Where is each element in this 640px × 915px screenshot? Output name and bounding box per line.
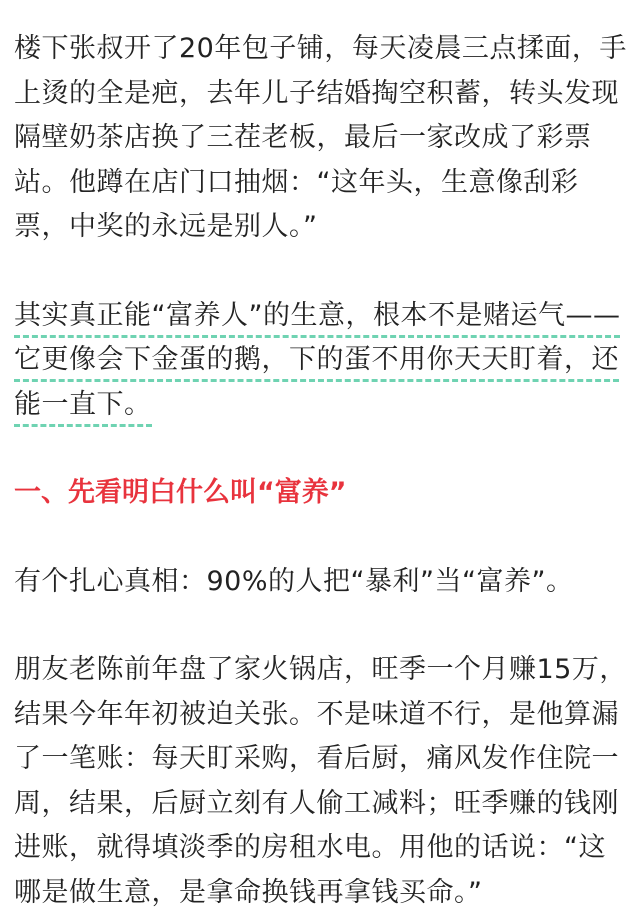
text-line: 周，结果，后厨立刻有人偷工减料；旺季赚的钱刚 xyxy=(14,782,628,827)
paragraph-spacer xyxy=(14,250,628,294)
paragraph-spacer xyxy=(14,604,628,648)
text-line: 哪是做生意，是拿命换钱再拿钱买命。” xyxy=(14,871,628,915)
article-body xyxy=(14,27,628,915)
paragraph-golden-goose xyxy=(14,294,628,428)
text-line-underlined xyxy=(14,294,628,339)
text-line: 上烫的全是疤，去年儿子结婚掏空积蓄，转头发现 xyxy=(14,72,628,117)
paragraph-zhang-shu-story xyxy=(14,27,628,250)
paragraph-spacer xyxy=(14,516,628,560)
dashed-underline: 它更像会下金蛋的鹅，下的蛋不用你天天盯着，还 xyxy=(14,341,619,382)
text-line: 票，中奖的永远是别人。” xyxy=(14,205,628,250)
paragraph-spacer xyxy=(14,427,628,471)
text-line: 进账，就得填淡季的房租水电。用他的话说：“这 xyxy=(14,826,628,871)
paragraph-truth xyxy=(14,560,628,605)
text-line: 有个扎心真相：90%的人把“暴利”当“富养”。 xyxy=(14,560,628,605)
text-line: 结果今年年初被迫关张。不是味道不行，是他算漏 xyxy=(14,693,628,738)
text-line: 了一笔账：每天盯采购，看后厨，痛风发作住院一 xyxy=(14,737,628,782)
dashed-underline: 能一直下。 xyxy=(14,386,152,427)
text-line: 朋友老陈前年盘了家火锅店，旺季一个月赚15万， xyxy=(14,648,628,693)
text-line-underlined xyxy=(14,338,628,383)
dashed-underline: 其实真正能“富养人”的生意，根本不是赌运气—— xyxy=(14,297,620,338)
text-line: 站。他蹲在店门口抽烟：“这年头，生意像刮彩 xyxy=(14,161,628,206)
text-line-underlined xyxy=(14,383,628,428)
text-line: 隔壁奶茶店换了三茬老板，最后一家改成了彩票 xyxy=(14,116,628,161)
paragraph-lao-chen-story xyxy=(14,648,628,915)
section-heading: 一、先看明白什么叫“富养” xyxy=(14,471,628,516)
text-line: 楼下张叔开了20年包子铺，每天凌晨三点揉面，手 xyxy=(14,27,628,72)
